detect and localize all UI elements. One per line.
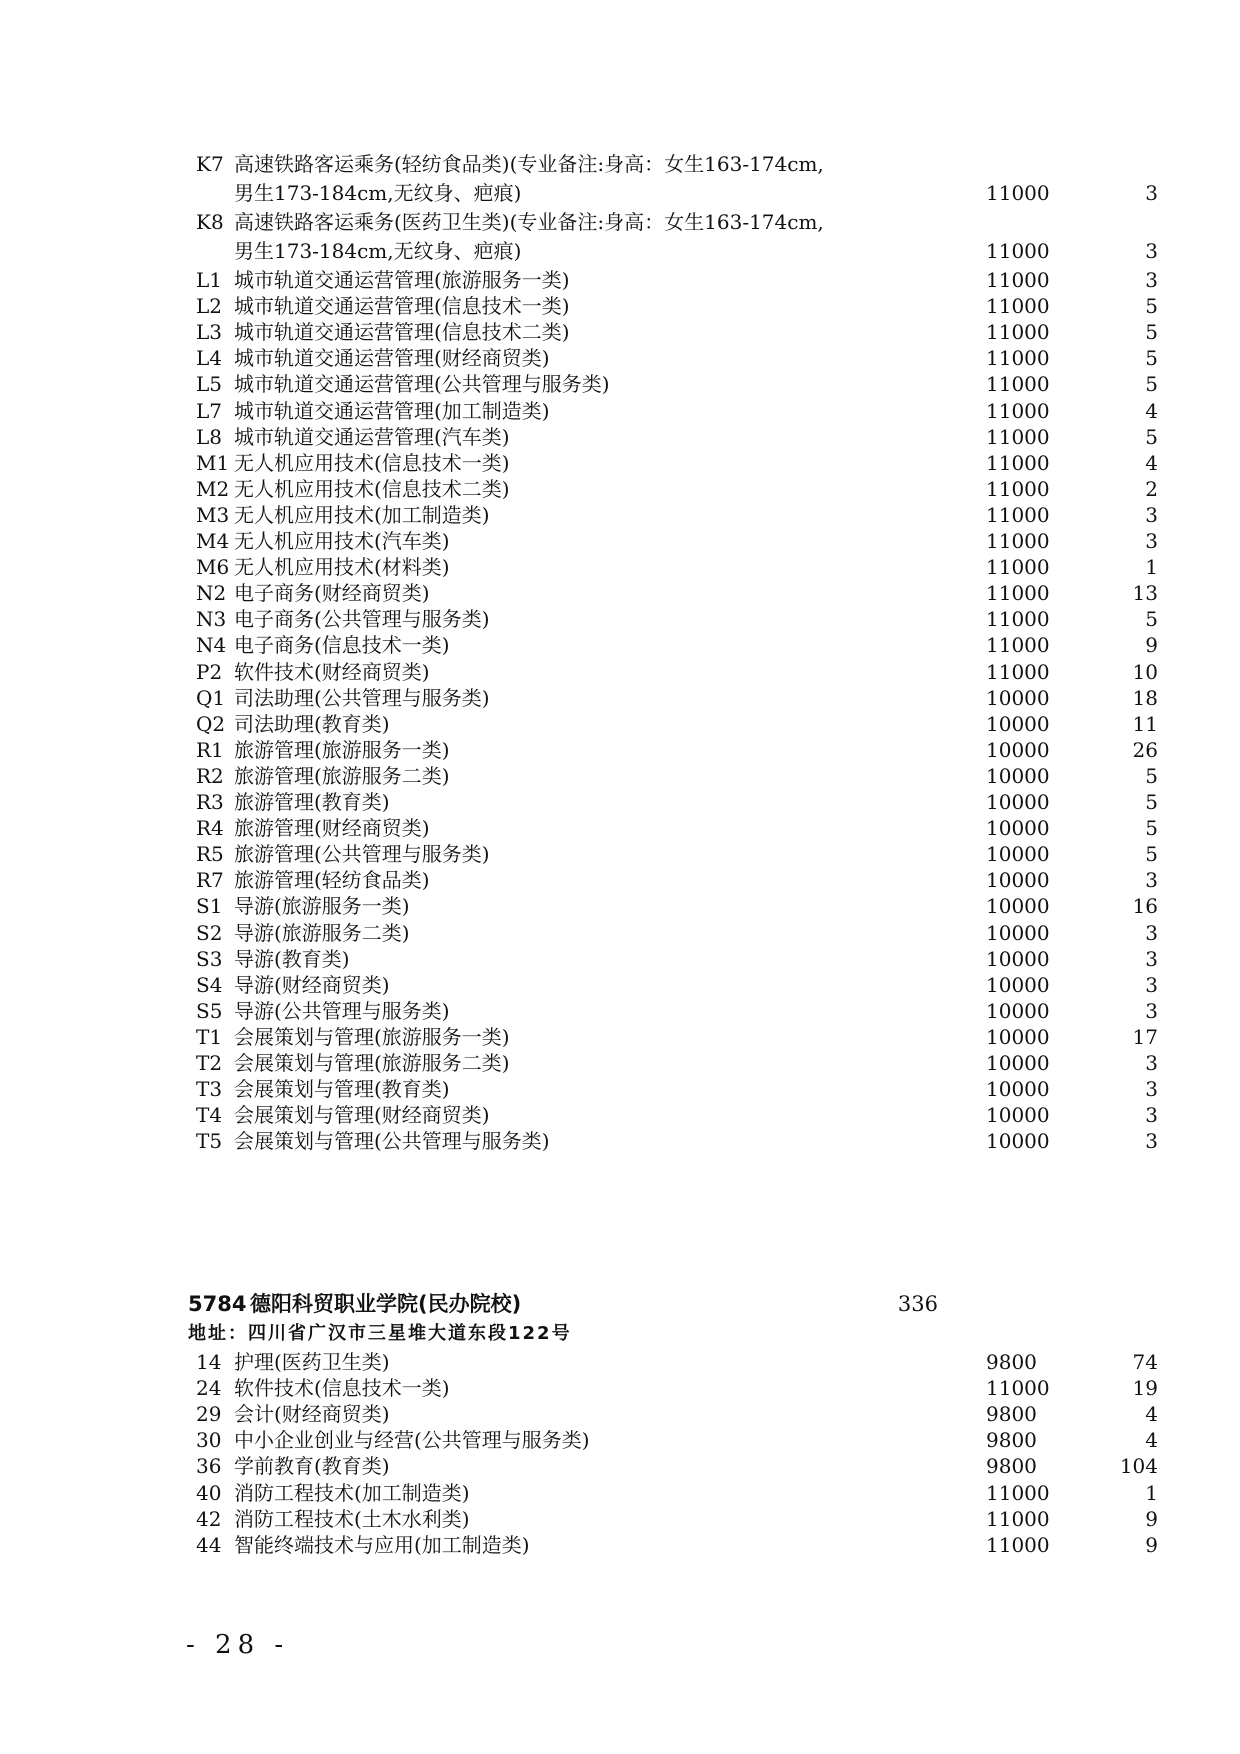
major-name: 会展策划与管理(旅游服务一类) [234,1024,510,1049]
major-name: 会计(财经商贸类) [234,1402,390,1427]
major-name: 导游(旅游服务二类) [234,920,410,945]
tuition-fee: 9800 [986,1454,1037,1479]
major-name: 学前教育(教育类) [234,1454,390,1479]
major-name: 软件技术(财经商贸类) [234,659,430,684]
major-name: 无人机应用技术(信息技术二类) [234,476,510,501]
tuition-fee: 11000 [986,476,1050,501]
major-name: 护理(医药卫生类) [234,1350,390,1374]
major-code: L3 [196,320,223,345]
major-name: 旅游管理(公共管理与服务类) [234,842,490,867]
school-header [188,1288,968,1320]
table-row [196,997,1158,1026]
major-code: 29 [196,1402,222,1427]
major-code: L5 [196,372,223,397]
enrollment-count: 9 [1145,1506,1158,1531]
tuition-fee: 11000 [986,659,1050,684]
table-row [196,945,1158,974]
table-row [196,344,1158,373]
table-row [196,501,1158,530]
table-row [196,292,1158,321]
major-name: 城市轨道交通运营管理(公共管理与服务类) [234,372,610,397]
enrollment-count: 74 [1132,1350,1158,1374]
table-row [196,1127,1158,1156]
major-code: L2 [196,294,223,319]
major-code: K7 [196,152,224,176]
enrollment-count: 3 [1145,946,1158,971]
tuition-fee: 10000 [986,920,1050,945]
enrollment-count: 9 [1145,1532,1158,1557]
table-row [196,840,1158,869]
tuition-fee: 11000 [986,424,1050,449]
enrollment-count: 5 [1145,763,1158,788]
major-code: K8 [196,210,224,234]
major-code: N3 [196,607,227,632]
table-row [196,658,1158,687]
tuition-fee: 11000 [986,502,1050,527]
enrollment-count: 5 [1145,294,1158,319]
table-row [196,1049,1158,1078]
major-code: R7 [196,868,224,893]
enrollment-count: 5 [1145,816,1158,841]
table-row [196,605,1158,634]
major-name: 导游(旅游服务一类) [234,894,410,919]
tuition-fee: 10000 [986,842,1050,867]
enrollment-count: 3 [1145,1077,1158,1102]
major-code: S1 [196,894,223,919]
major-name: 城市轨道交通运营管理(信息技术二类) [234,320,570,345]
tuition-fee: 11000 [986,320,1050,345]
tuition-fee: 10000 [986,1077,1050,1102]
major-name: 智能终端技术与应用(加工制造类) [234,1532,530,1557]
table-row [196,579,1158,608]
table-row [196,1075,1158,1104]
tuition-fee: 11000 [986,529,1050,553]
tuition-fee: 11000 [986,372,1050,397]
enrollment-count: 4 [1145,450,1158,475]
page-number: - 28 - [186,1630,290,1660]
enrollment-count: 3 [1145,920,1158,945]
table-row [196,814,1158,843]
enrollment-count: 5 [1145,346,1158,371]
tuition-fee: 9800 [986,1428,1037,1453]
table-row [196,892,1158,921]
table-row [196,1400,1158,1429]
tuition-fee: 11000 [986,633,1050,658]
tuition-fee: 10000 [986,1024,1050,1049]
tuition-fee: 11000 [986,1376,1050,1401]
major-name-line1: 高速铁路客运乘务(医药卫生类)(专业备注:身高：女生163-174cm, [234,210,824,234]
major-name: 司法助理(公共管理与服务类) [234,685,490,710]
enrollment-count: 3 [1145,972,1158,997]
major-name: 旅游管理(财经商贸类) [234,816,430,841]
table-row [196,1348,1158,1377]
major-name: 导游(教育类) [234,946,350,971]
tuition-fee: 10000 [986,894,1050,919]
tuition-fee: 10000 [986,711,1050,736]
major-code: 40 [196,1480,222,1505]
table-row [196,919,1158,948]
major-code: 44 [196,1532,222,1557]
major-name: 城市轨道交通运营管理(财经商贸类) [234,346,550,371]
major-code: M2 [196,476,230,501]
major-name: 电子商务(公共管理与服务类) [234,607,490,632]
major-name: 城市轨道交通运营管理(加工制造类) [234,398,550,423]
enrollment-count: 5 [1145,320,1158,345]
enrollment-count: 1 [1145,555,1158,580]
major-name: 旅游管理(旅游服务二类) [234,763,450,788]
tuition-fee: 10000 [986,685,1050,710]
major-code: P2 [196,659,223,684]
major-code: Q2 [196,711,226,736]
major-code: S3 [196,946,223,971]
tuition-fee: 11000 [986,268,1050,292]
major-code: S5 [196,998,223,1023]
table-row [196,1531,1158,1560]
major-code: R4 [196,816,224,841]
tuition-fee: 10000 [986,763,1050,788]
major-code: M4 [196,529,230,553]
enrollment-count: 4 [1145,1402,1158,1427]
enrollment-count: 3 [1145,998,1158,1023]
major-name: 电子商务(信息技术一类) [234,633,450,658]
enrollment-count: 16 [1132,894,1158,919]
tuition-fee: 11000 [986,1532,1050,1557]
major-code: T4 [196,1103,223,1128]
enrollment-count: 18 [1132,685,1158,710]
enrollment-count: 11 [1132,711,1158,736]
major-code: L7 [196,398,223,423]
major-code: R3 [196,790,224,814]
major-name: 旅游管理(轻纺食品类) [234,868,430,893]
major-name: 司法助理(教育类) [234,711,390,736]
table-row [196,1479,1158,1508]
major-code: R5 [196,842,224,867]
enrollment-count: 4 [1145,1428,1158,1453]
enrollment-count: 9 [1145,633,1158,658]
major-name: 无人机应用技术(加工制造类) [234,502,490,527]
table-row [196,553,1158,582]
table-row [196,527,1158,556]
table-row [196,788,1158,817]
major-code: L4 [196,346,223,371]
major-name: 旅游管理(教育类) [234,790,390,814]
tuition-fee: 11000 [986,607,1050,632]
enrollment-count: 1 [1145,1480,1158,1505]
tuition-fee: 11000 [986,1506,1050,1531]
major-code: T5 [196,1129,223,1154]
school-address: 地址：四川省广汉市三星堆大道东段122号 [188,1323,572,1344]
major-name: 消防工程技术(加工制造类) [234,1480,470,1505]
tuition-fee: 10000 [986,946,1050,971]
major-code: S4 [196,972,223,997]
major-name: 电子商务(财经商贸类) [234,581,430,606]
major-code: N2 [196,581,227,606]
table-row [196,1101,1158,1130]
major-name: 会展策划与管理(教育类) [234,1077,450,1102]
enrollment-count: 5 [1145,372,1158,397]
tuition-fee: 10000 [986,998,1050,1023]
table-row [196,150,1158,208]
table-row [196,684,1158,713]
table-row [196,971,1158,1000]
table-row [196,475,1158,504]
tuition-fee: 9800 [986,1350,1037,1374]
tuition-fee: 11000 [986,581,1050,606]
tuition-fee: 11000 [986,555,1050,580]
table-row [196,1426,1158,1455]
table-row [196,423,1158,452]
table-row [196,1023,1158,1052]
enrollment-count: 10 [1132,659,1158,684]
major-code: M1 [196,450,230,475]
major-code: R1 [196,737,224,762]
major-code: 42 [196,1506,222,1531]
major-name: 中小企业创业与经营(公共管理与服务类) [234,1428,590,1453]
table-row [196,631,1158,660]
major-name: 城市轨道交通运营管理(汽车类) [234,424,510,449]
enrollment-count: 3 [1145,1103,1158,1128]
enrollment-count: 5 [1145,607,1158,632]
major-code: S2 [196,920,223,945]
major-name: 消防工程技术(土木水利类) [234,1506,470,1531]
major-code: 36 [196,1454,222,1479]
tuition-fee: 10000 [986,1103,1050,1128]
tuition-fee: 11000 [986,450,1050,475]
major-name: 无人机应用技术(汽车类) [234,529,450,553]
enrollment-count: 3 [1145,868,1158,893]
major-name: 城市轨道交通运营管理(旅游服务一类) [234,268,570,292]
table-row [196,1505,1158,1534]
tuition-fee: 10000 [986,1051,1050,1075]
tuition-fee: 10000 [986,972,1050,997]
enrollment-count: 3 [1145,268,1158,292]
enrollment-count: 3 [1145,181,1158,205]
enrollment-count: 5 [1145,424,1158,449]
major-name: 会展策划与管理(公共管理与服务类) [234,1129,550,1154]
table-row [196,736,1158,765]
table-row [196,208,1158,266]
tuition-fee: 10000 [986,737,1050,762]
table-row [196,762,1158,791]
major-code: R2 [196,763,224,788]
major-code: Q1 [196,685,226,710]
enrollment-count: 104 [1119,1454,1158,1479]
enrollment-count: 3 [1145,1129,1158,1154]
tuition-fee: 10000 [986,1129,1050,1154]
major-code: N4 [196,633,227,658]
major-code: M3 [196,502,230,527]
major-code: T1 [196,1024,223,1049]
major-code: T2 [196,1051,223,1075]
enrollment-count: 3 [1145,239,1158,263]
enrollment-count: 2 [1145,476,1158,501]
tuition-fee: 10000 [986,816,1050,841]
table-row [196,397,1158,426]
table-row [196,266,1158,295]
major-name: 会展策划与管理(旅游服务二类) [234,1051,510,1075]
enrollment-count: 19 [1132,1376,1158,1401]
major-code: M6 [196,555,230,580]
table-row [196,1452,1158,1481]
tuition-fee: 11000 [986,294,1050,319]
table-row [196,449,1158,478]
school-total: 336 [897,1292,938,1316]
enrollment-count: 3 [1145,1051,1158,1075]
enrollment-count: 5 [1145,790,1158,814]
table-row [196,1374,1158,1403]
major-name: 导游(公共管理与服务类) [234,998,450,1023]
major-name: 无人机应用技术(材料类) [234,555,450,580]
major-name-line1: 高速铁路客运乘务(轻纺食品类)(专业备注:身高：女生163-174cm, [234,152,824,176]
major-code: 14 [196,1350,222,1374]
enrollment-count: 3 [1145,502,1158,527]
major-name: 导游(财经商贸类) [234,972,390,997]
major-name-line2: 男生173-184cm,无纹身、疤痕) [234,239,522,263]
table-row [196,866,1158,895]
enrollment-count: 17 [1132,1024,1158,1049]
major-name: 城市轨道交通运营管理(信息技术一类) [234,294,570,319]
enrollment-count: 3 [1145,529,1158,553]
major-name-line2: 男生173-184cm,无纹身、疤痕) [234,181,522,205]
table-row [196,370,1158,399]
major-code: L1 [196,268,223,292]
tuition-fee: 9800 [986,1402,1037,1427]
enrollment-count: 5 [1145,842,1158,867]
school-name: 德阳科贸职业学院(民办院校) [250,1292,522,1316]
major-name: 软件技术(信息技术一类) [234,1376,450,1401]
tuition-fee: 11000 [986,1480,1050,1505]
tuition-fee: 11000 [986,398,1050,423]
major-code: L8 [196,424,223,449]
tuition-fee: 11000 [986,181,1050,205]
tuition-fee: 10000 [986,868,1050,893]
school-id: 5784 [188,1292,247,1316]
tuition-fee: 11000 [986,239,1050,263]
major-name: 无人机应用技术(信息技术一类) [234,450,510,475]
tuition-fee: 11000 [986,346,1050,371]
major-code: 30 [196,1428,222,1453]
major-name: 会展策划与管理(财经商贸类) [234,1103,490,1128]
enrollment-count: 4 [1145,398,1158,423]
enrollment-count: 13 [1132,581,1158,606]
major-code: 24 [196,1376,222,1401]
major-code: T3 [196,1077,223,1102]
table-row [196,318,1158,347]
table-row [196,710,1158,739]
enrollment-count: 26 [1132,737,1158,762]
tuition-fee: 10000 [986,790,1050,814]
major-name: 旅游管理(旅游服务一类) [234,737,450,762]
